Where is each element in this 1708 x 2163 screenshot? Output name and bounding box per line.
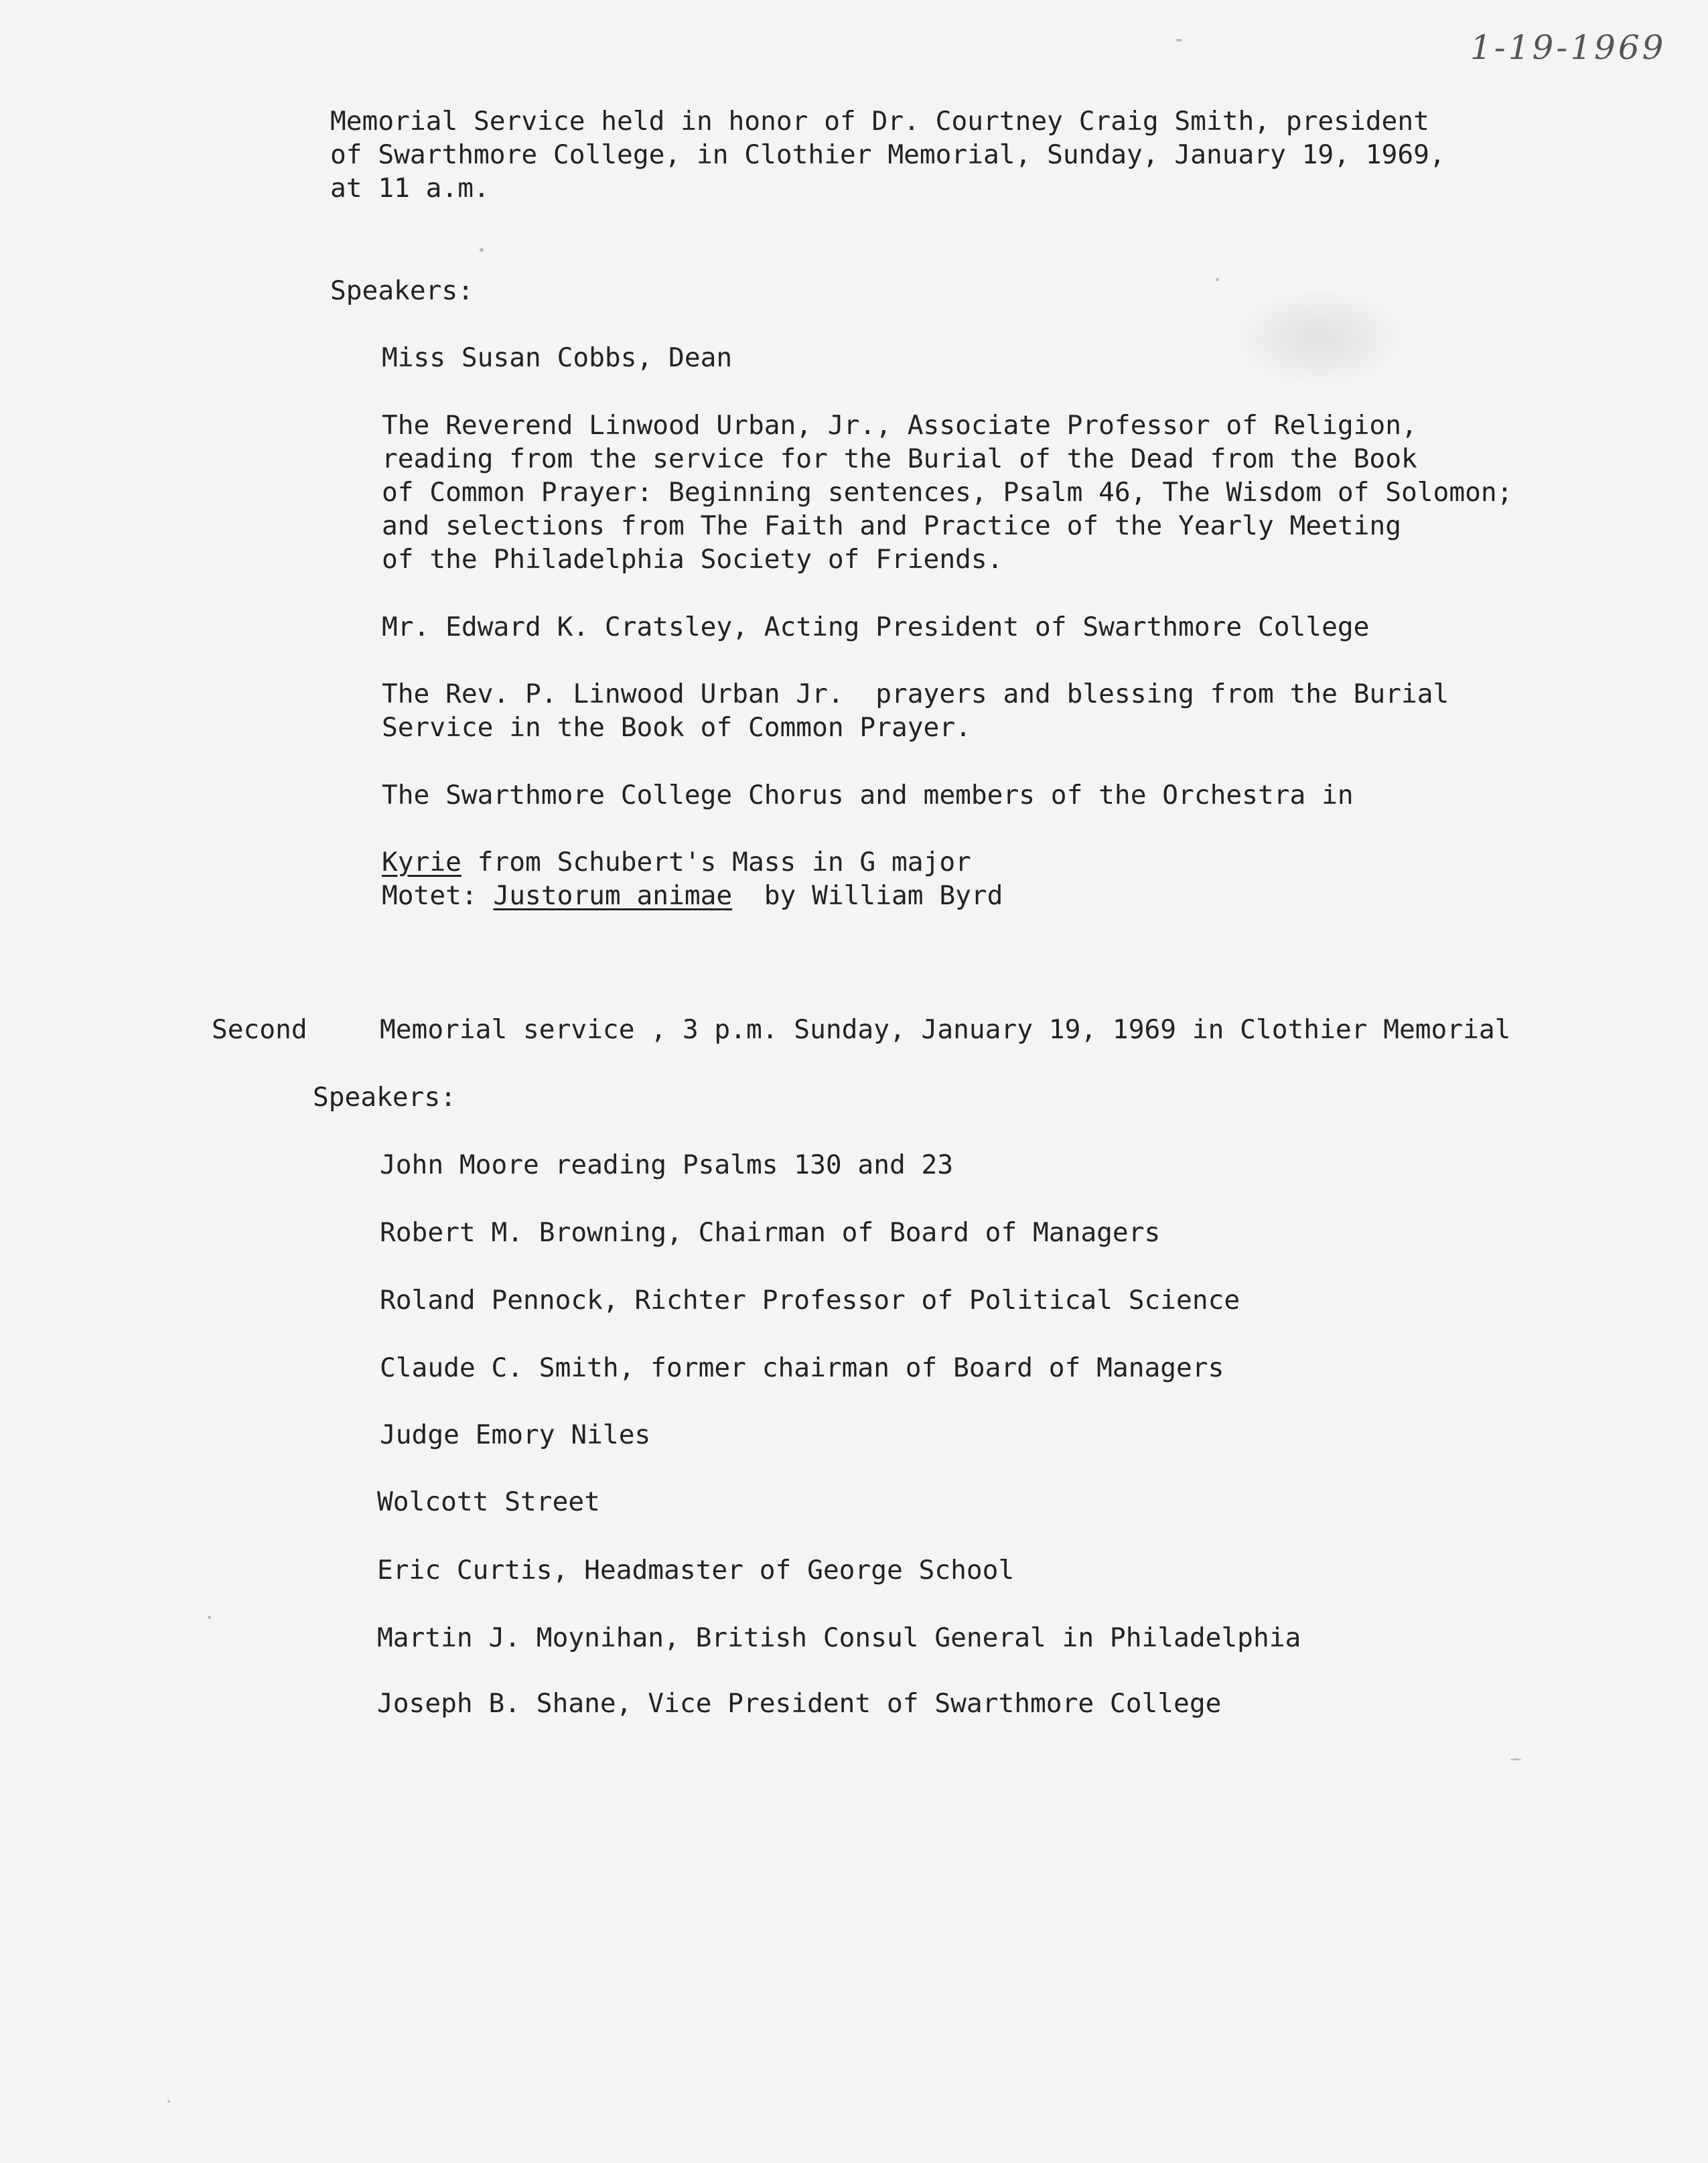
speaker-urban-line-4: and selections from The Faith and Practice of the Yearly Meeting — [382, 510, 1401, 541]
paper-speck — [1176, 39, 1182, 42]
speaker-urban-line-5: of the Philadelphia Society of Friends. — [382, 544, 1003, 575]
speaker-urban-line-1: The Reverend Linwood Urban, Jr., Associate Professor of Religion, — [382, 410, 1417, 441]
kyrie-line — [382, 845, 971, 879]
paper-speck — [480, 248, 484, 252]
motet-rest: by William Byrd — [732, 880, 1003, 911]
paper-speck — [1216, 278, 1219, 281]
handwritten-date: 1-19-1969 — [1470, 28, 1666, 67]
urban-prayers-line-2: Service in the Book of Common Prayer. — [382, 712, 971, 743]
speaker-urban-line-3: of Common Prayer: Beginning sentences, Psalm 46, The Wisdom of Solomon; — [382, 477, 1513, 508]
urban-prayers-line-1: The Rev. P. Linwood Urban Jr. prayers and blessing from the Burial — [382, 679, 1449, 709]
speaker-urban-line-2: reading from the service for the Burial of the Dead from the Book — [382, 443, 1417, 474]
second-speaker: Wolcott Street — [377, 1486, 600, 1517]
paper-speck — [208, 1616, 211, 1619]
heading-line-2: of Swarthmore College, in Clothier Memorial, Sunday, January 19, 1969, — [330, 139, 1445, 170]
paper-speck — [167, 2100, 170, 2103]
second-speaker: Martin J. Moynihan, British Consul General in Philadelphia — [377, 1622, 1301, 1653]
kyrie-title: Kyrie — [382, 847, 461, 878]
speaker-cobbs: Miss Susan Cobbs, Dean — [382, 342, 733, 373]
second-heading: Memorial service , 3 p.m. Sunday, January 19, 1969 in Clothier Memorial — [380, 1014, 1511, 1045]
speakers-label: Speakers: — [330, 275, 474, 306]
second-speaker: John Moore reading Psalms 130 and 23 — [380, 1149, 954, 1180]
second-label: Second — [212, 1014, 307, 1045]
motet-title: Justorum animae — [493, 880, 733, 911]
motet-label: Motet: — [382, 880, 494, 911]
second-speaker: Judge Emory Niles — [380, 1419, 651, 1450]
second-speakers-label: Speakers: — [313, 1082, 457, 1113]
second-speaker: Claude C. Smith, former chairman of Board of Managers — [380, 1352, 1224, 1383]
second-speaker: Eric Curtis, Headmaster of George School — [377, 1555, 1015, 1586]
second-speaker: Joseph B. Shane, Vice President of Swarthmore College — [377, 1688, 1222, 1719]
paper-speck — [1510, 1758, 1521, 1760]
heading-line-3: at 11 a.m. — [330, 173, 490, 204]
paper-smudge — [1232, 288, 1407, 389]
second-speaker: Robert M. Browning, Chairman of Board of Managers — [380, 1217, 1161, 1248]
second-speaker: Roland Pennock, Richter Professor of Political Science — [380, 1285, 1240, 1316]
motet-line — [382, 879, 1003, 912]
heading-line-1: Memorial Service held in honor of Dr. Courtney Craig Smith, president — [330, 106, 1429, 137]
chorus-line: The Swarthmore College Chorus and members of the Orchestra in — [382, 780, 1354, 811]
kyrie-rest: from Schubert's Mass in G major — [461, 847, 971, 878]
speaker-cratsley: Mr. Edward K. Cratsley, Acting President of Swarthmore College — [382, 612, 1370, 642]
